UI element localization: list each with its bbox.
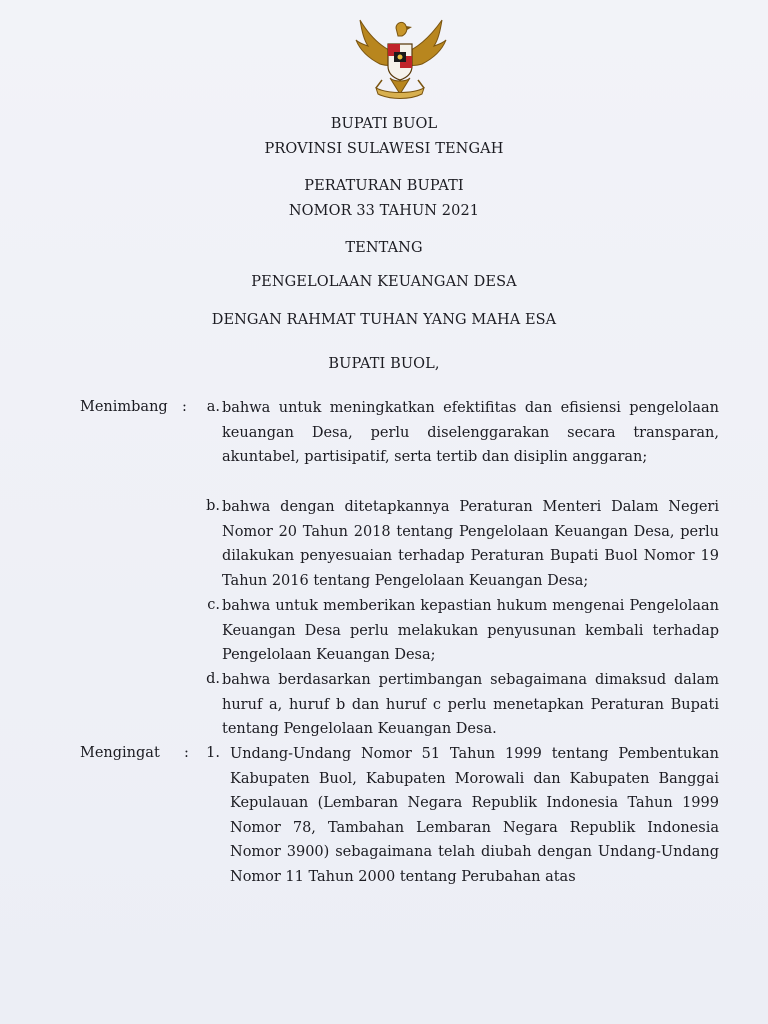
header-about: TENTANG — [345, 240, 423, 256]
menimbang-mark-d: d. — [206, 671, 220, 687]
menimbang-item-c: bahwa untuk memberikan kepastian hukum mengenai Pengelolaan Keuangan Desa perlu melakukan penyusunan kembali terhadap Pengelolaan Keuangan Desa; — [222, 598, 719, 663]
menimbang-mark-c: c. — [207, 597, 220, 613]
mengingat-colon: : — [184, 745, 189, 761]
mengingat-mark-1: 1. — [206, 745, 220, 761]
menimbang-item-d: bahwa berdasarkan pertimbangan sebagaimana dimaksud dalam huruf a, huruf b dan huruf c perlu menetapkan Peraturan Bupati tentang Pengelolaan Keuangan Desa. — [222, 672, 719, 737]
menimbang-label: Menimbang — [80, 399, 168, 415]
header-regulation-type: PERATURAN BUPATI — [304, 178, 464, 194]
header-regulation-number: NOMOR 33 TAHUN 2021 — [288, 203, 480, 219]
header-subject: PENGELOLAAN KEUANGAN DESA — [251, 274, 517, 290]
mengingat-item-1: Undang-Undang Nomor 51 Tahun 1999 tentang Pembentukan Kabupaten Buol, Kabupaten Morowali dan Kabupaten Banggai Kepulauan (Lembaran Negara Republik Indonesia Tahun 1999 Nomor 78, Tambahan Lembaran Negara Republik Indonesia Nomor 3900) sebagaimana telah diubah dengan Undang-Undang Nomor 11 Tahun 2000 tentang Perubahan atas — [230, 746, 719, 885]
header-regent-name: BUPATI BUOL, — [328, 356, 440, 372]
header-province: PROVINSI SULAWESI TENGAH — [264, 141, 504, 157]
header-regent-title: BUPATI BUOL — [330, 116, 438, 132]
menimbang-mark-b: b. — [206, 498, 220, 514]
menimbang-item-b: bahwa dengan ditetapkannya Peraturan Menteri Dalam Negeri Nomor 20 Tahun 2018 tentang Pengelolaan Keuangan Desa, perlu dilakukan penyesuaian terhadap Peraturan Bupati Buol Nomor 19 Tahun 2016 tentang Pengelolaan Keuangan Desa; — [222, 499, 719, 589]
header-invocation: DENGAN RAHMAT TUHAN YANG MAHA ESA — [211, 312, 557, 328]
mengingat-label: Mengingat — [80, 745, 160, 761]
menimbang-item-a: bahwa untuk meningkatkan efektifitas dan efisiensi pengelolaan keuangan Desa, perlu diselenggarakan secara transparan, akuntabel, partisipatif, serta tertib dan disiplin anggaran; — [222, 400, 719, 465]
menimbang-colon: : — [182, 399, 187, 415]
menimbang-mark-a: a. — [206, 399, 220, 415]
garuda-emblem-icon — [352, 14, 448, 102]
